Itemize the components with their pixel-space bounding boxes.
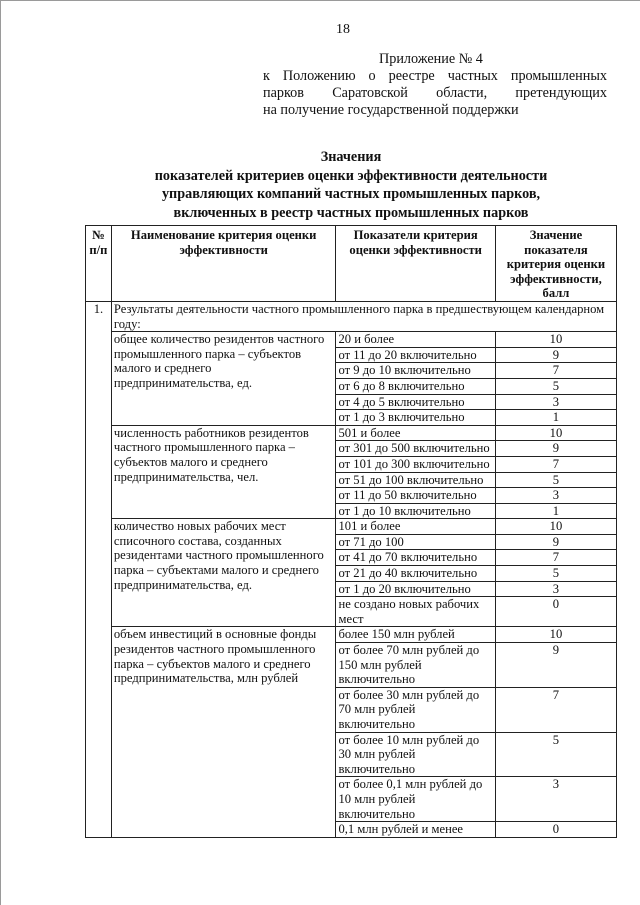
table-row — [86, 425, 617, 441]
indicator-cell: от 11 до 20 включительно — [336, 347, 495, 363]
indicator-cell: от 301 до 500 включительно — [336, 441, 495, 457]
indicator-cell: от более 30 млн рублей до 70 млн рублей включительно — [336, 687, 495, 732]
value-cell: 3 — [495, 777, 616, 822]
value-cell: 9 — [495, 347, 616, 363]
value-cell: 5 — [495, 472, 616, 488]
table-row — [86, 519, 617, 535]
indicator-cell: от более 10 млн рублей до 30 млн рублей включительно — [336, 732, 495, 777]
title-line: Значения — [320, 149, 382, 165]
indicator-cell: от 51 до 100 включительно — [336, 472, 495, 488]
indicator-cell: от более 70 млн рублей до 150 млн рублей включительно — [336, 643, 495, 688]
value-cell: 9 — [495, 643, 616, 688]
appendix-line: на получение государственной поддержки — [263, 102, 519, 118]
indicator-cell: от 41 до 70 включительно — [336, 550, 495, 566]
indicator-cell: 101 и более — [336, 519, 495, 535]
value-cell: 10 — [495, 519, 616, 535]
criteria-table — [85, 225, 617, 838]
appendix-header — [263, 51, 607, 119]
indicator-cell: от 1 до 20 включительно — [336, 581, 495, 597]
indicator-cell: от 9 до 10 включительно — [336, 363, 495, 379]
indicator-cell: 20 и более — [336, 332, 495, 348]
value-cell: 10 — [495, 332, 616, 348]
section-row — [86, 301, 617, 331]
indicator-cell: от 4 до 5 включительно — [336, 394, 495, 410]
indicator-cell: не создано новых рабочих мест — [336, 597, 495, 627]
table-row — [86, 332, 617, 348]
header-name: Наименование критерия оценки эффективности — [111, 226, 336, 302]
value-cell: 7 — [495, 363, 616, 379]
indicator-cell: от 11 до 50 включительно — [336, 488, 495, 504]
criterion-name: общее количество резидентов частного промышленного парка – субъектов малого и среднего предпринимательства, ед. — [111, 332, 336, 426]
indicator-cell: от 21 до 40 включительно — [336, 566, 495, 582]
value-cell: 7 — [495, 550, 616, 566]
table-header-row — [86, 226, 617, 302]
header-indicator: Показатели критерия оценки эффективности — [336, 226, 495, 302]
value-cell: 0 — [495, 822, 616, 838]
value-cell: 5 — [495, 566, 616, 582]
value-cell: 5 — [495, 378, 616, 394]
table-row — [86, 627, 617, 643]
value-cell: 1 — [495, 503, 616, 519]
title-line: показателей критериев оценки эффективности деятельности — [154, 167, 548, 184]
indicator-cell: от 101 до 300 включительно — [336, 456, 495, 472]
value-cell: 9 — [495, 441, 616, 457]
indicator-cell: от 1 до 10 включительно — [336, 503, 495, 519]
indicator-cell: 501 и более — [336, 425, 495, 441]
value-cell: 7 — [495, 456, 616, 472]
title-line: управляющих компаний частных промышленных парков, — [161, 186, 541, 202]
appendix-number: Приложение № 4 — [379, 51, 483, 67]
value-cell: 3 — [495, 581, 616, 597]
section-number: 1. — [86, 301, 112, 837]
value-cell: 1 — [495, 410, 616, 426]
value-cell: 9 — [495, 534, 616, 550]
header-num: № п/п — [86, 226, 112, 302]
appendix-line: к Положению о реестре частных промышленных — [263, 68, 607, 84]
value-cell: 3 — [495, 488, 616, 504]
indicator-cell: от 71 до 100 — [336, 534, 495, 550]
criterion-name: численность работников резидентов частного промышленного парка – субъектов малого и среднего предпринимательства, чел. — [111, 425, 336, 519]
value-cell: 5 — [495, 732, 616, 777]
document-title — [85, 148, 617, 222]
indicator-cell: 0,1 млн рублей и менее — [336, 822, 495, 838]
appendix-line: парков Саратовской области, претендующих — [263, 85, 607, 101]
indicator-cell: от более 0,1 млн рублей до 10 млн рублей включительно — [336, 777, 495, 822]
indicator-cell: от 1 до 3 включительно — [336, 410, 495, 426]
header-value: Значение показателя критерия оценки эффективности, балл — [495, 226, 616, 302]
value-cell: 3 — [495, 394, 616, 410]
page-number: 18 — [336, 22, 350, 37]
title-line: включенных в реестр частных промышленных парков — [173, 204, 529, 221]
section-label: Результаты деятельности частного промышленного парка в предшествующем календарном году: — [111, 301, 616, 331]
criterion-name: объем инвестиций в основные фонды резидентов частного промышленного парка – субъектов малого и среднего предпринимательства, млн рублей — [111, 627, 336, 837]
value-cell: 10 — [495, 627, 616, 643]
value-cell: 7 — [495, 687, 616, 732]
value-cell: 0 — [495, 597, 616, 627]
indicator-cell: от 6 до 8 включительно — [336, 378, 495, 394]
value-cell: 10 — [495, 425, 616, 441]
criterion-name: количество новых рабочих мест списочного состава, созданных резидентами частного промышленного парка – субъектами малого и среднего предпринимательства, ед. — [111, 519, 336, 627]
indicator-cell: более 150 млн рублей — [336, 627, 495, 643]
